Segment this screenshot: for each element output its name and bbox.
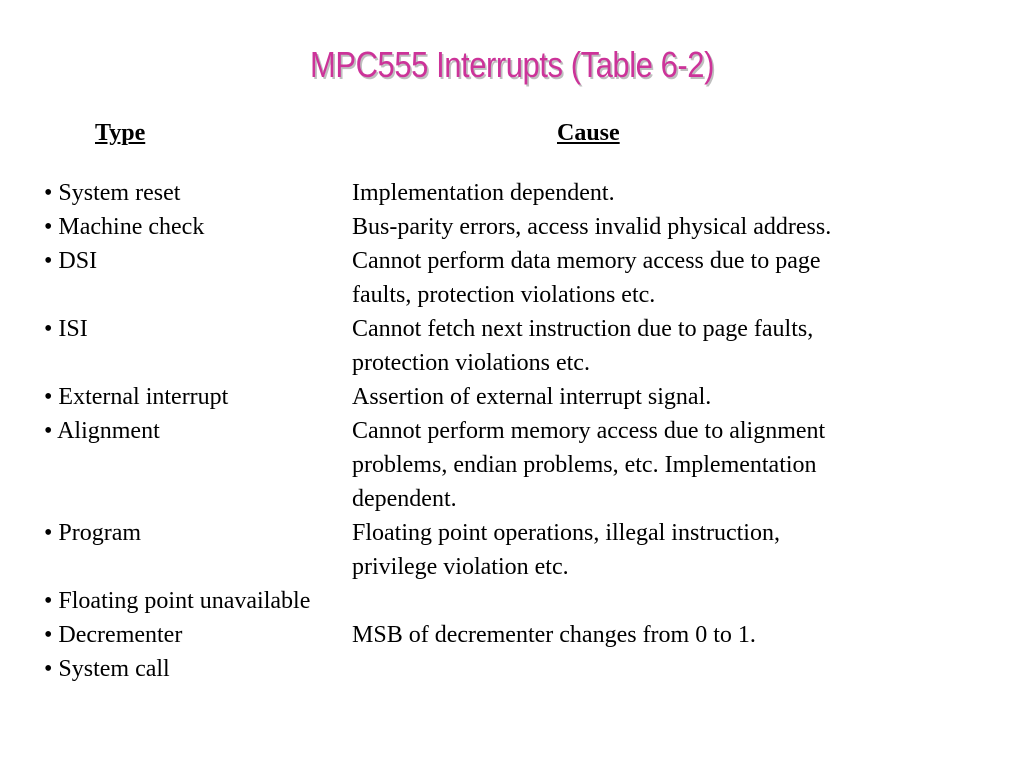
bullet: •: [44, 588, 53, 614]
interrupt-type: [44, 652, 170, 686]
cause-line: Cannot perform data memory access due to page: [352, 248, 821, 274]
interrupt-type: [44, 380, 228, 414]
interrupt-type-label: DSI: [58, 248, 98, 274]
table-row: [0, 380, 1024, 414]
bullet: •: [44, 384, 53, 410]
interrupt-type-label: Floating point unavailable: [58, 588, 311, 614]
cause-line: faults, protection violations etc.: [352, 282, 656, 308]
cause-line: privilege violation etc.: [352, 554, 569, 580]
interrupt-cause: [352, 618, 952, 652]
column-header-type: Type: [95, 120, 146, 146]
cause-line: protection violations etc.: [352, 350, 590, 376]
table-row: [0, 244, 1024, 312]
interrupt-type: [44, 618, 182, 652]
cause-line: Floating point operations, illegal instruction,: [352, 520, 780, 546]
interrupt-table: [0, 176, 1024, 686]
interrupt-cause: [352, 244, 952, 312]
interrupt-type: [44, 414, 160, 448]
table-row: [0, 414, 1024, 516]
bullet: •: [44, 248, 53, 274]
cause-line: Cannot perform memory access due to alignment: [352, 418, 826, 444]
interrupt-type-label: Alignment: [57, 418, 160, 444]
bullet: •: [44, 656, 53, 682]
column-header-cause: Cause: [557, 120, 620, 146]
interrupt-type: [44, 176, 180, 210]
interrupt-cause: [352, 584, 952, 618]
table-row: [0, 618, 1024, 652]
interrupt-cause: [352, 380, 952, 414]
interrupt-type: [44, 210, 204, 244]
cause-line: Cannot fetch next instruction due to page faults,: [352, 316, 814, 342]
interrupt-type-label: System reset: [58, 180, 181, 206]
bullet: •: [44, 622, 53, 648]
interrupt-type-label: System call: [58, 656, 170, 682]
cause-line: Assertion of external interrupt signal.: [352, 384, 712, 410]
interrupt-type: [44, 584, 310, 618]
interrupt-type-label: External interrupt: [58, 384, 229, 410]
cause-line: Implementation dependent.: [352, 180, 615, 206]
interrupt-cause: [352, 210, 952, 244]
table-row: [0, 210, 1024, 244]
bullet: •: [44, 520, 53, 546]
cause-line: Bus-parity errors, access invalid physical address.: [352, 214, 832, 240]
interrupt-cause: [352, 414, 952, 516]
bullet: •: [44, 418, 53, 444]
cause-line: MSB of decrementer changes from 0 to 1.: [352, 622, 756, 648]
cause-line: problems, endian problems, etc. Implementation: [352, 452, 817, 478]
interrupt-type-label: Program: [58, 520, 142, 546]
interrupt-type-label: Machine check: [58, 214, 205, 240]
interrupt-type: [44, 244, 97, 278]
interrupt-cause: [352, 652, 952, 686]
table-row: [0, 584, 1024, 618]
interrupt-cause: [352, 312, 952, 380]
interrupt-type-label: Decrementer: [58, 622, 183, 648]
interrupt-cause: [352, 176, 952, 210]
table-row: [0, 516, 1024, 584]
interrupt-type: [44, 312, 88, 346]
cause-line: dependent.: [352, 486, 457, 512]
bullet: •: [44, 214, 53, 240]
table-row: [0, 312, 1024, 380]
interrupt-type-label: ISI: [58, 316, 88, 342]
table-row: [0, 652, 1024, 686]
table-row: [0, 176, 1024, 210]
bullet: •: [44, 316, 53, 342]
slide-title: MPC555 Interrupts (Table 6-2): [310, 44, 714, 85]
bullet: •: [44, 180, 53, 206]
interrupt-cause: [352, 516, 952, 584]
interrupt-type: [44, 516, 141, 550]
